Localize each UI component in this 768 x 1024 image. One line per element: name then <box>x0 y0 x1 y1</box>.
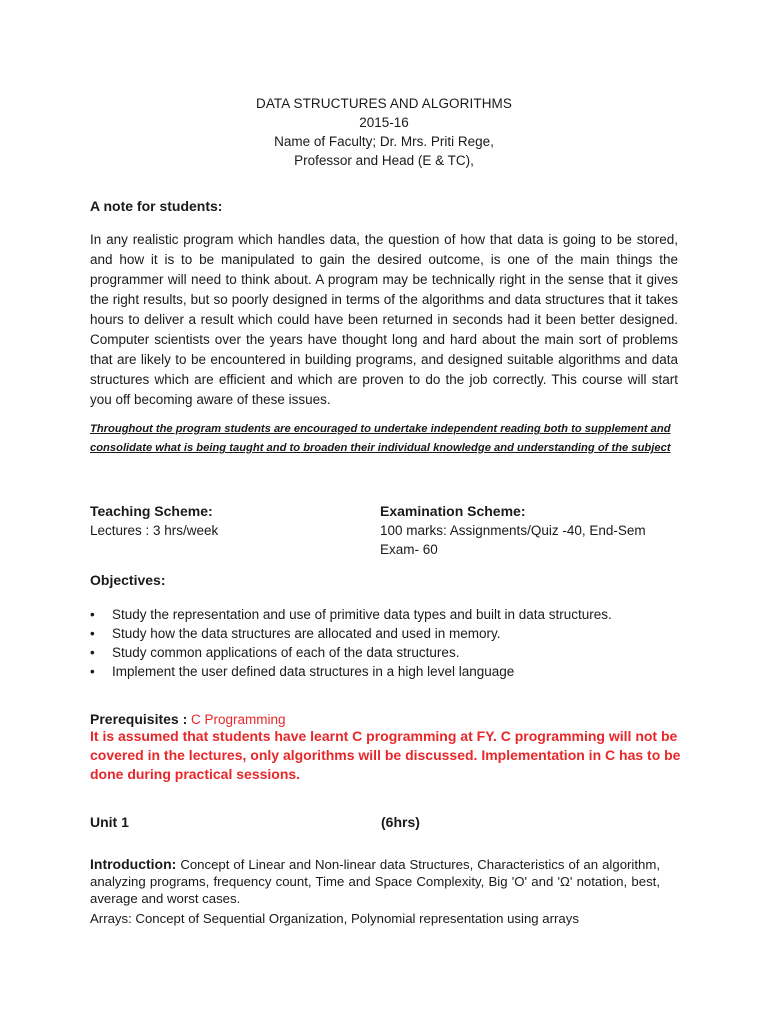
faculty-name: Name of Faculty; Dr. Mrs. Priti Rege, <box>274 134 494 149</box>
prerequisites-note: It is assumed that students have learnt C programming at FY. C programming will not be covered in the lectures, only algorithms will be discussed. Implementation in C has to be done during practical sessions. <box>90 728 681 782</box>
teaching-scheme-heading: Teaching Scheme: <box>90 503 213 519</box>
teaching-scheme-value: Lectures : 3 hrs/week <box>90 523 219 538</box>
academic-year: 2015-16 <box>359 115 409 130</box>
objective-text: Study the representation and use of primitive data types and built in data structures. <box>112 607 612 622</box>
examination-scheme-heading: Examination Scheme: <box>380 503 526 519</box>
bullet-icon: • <box>90 664 95 679</box>
document-header <box>0 94 768 170</box>
note-heading: A note for students: <box>90 198 223 214</box>
unit-label: Unit 1 <box>90 814 129 830</box>
bullet-icon: • <box>90 626 95 641</box>
objective-text: Study how the data structures are allocated and used in memory. <box>112 626 501 641</box>
objective-text: Implement the user defined data structures in a high level language <box>112 664 515 679</box>
prerequisites-heading: Prerequisites : <box>90 711 188 727</box>
introduction-text: Concept of Linear and Non-linear data Structures, Characteristics of an algorithm, analyzing programs, frequency count, Time and Space Complexity, Big 'O' and 'Ω' notation, best, average and worst cases. <box>90 857 660 906</box>
objective-text: Study common applications of each of the data structures. <box>112 645 460 660</box>
bullet-icon: • <box>90 645 95 660</box>
objectives-heading: Objectives: <box>90 572 166 588</box>
unit-arrays: Arrays: Concept of Sequential Organization, Polynomial representation using arrays <box>90 911 579 926</box>
list-item <box>90 605 690 624</box>
list-item <box>90 643 690 662</box>
examination-scheme <box>380 502 680 559</box>
bullet-icon: • <box>90 607 95 622</box>
course-title: DATA STRUCTURES AND ALGORITHMS <box>255 96 513 111</box>
reading-note: Throughout the program students are encouraged to undertake independent reading both to supplement and consolidate what is being taught and to broaden their individual knowledge and understanding of the subject <box>90 423 671 454</box>
unit-introduction <box>90 856 660 907</box>
objectives-list <box>90 605 690 681</box>
introduction-label: Introduction: <box>90 856 177 872</box>
examination-scheme-value: 100 marks: Assignments/Quiz -40, End-Sem Exam- 60 <box>380 523 646 557</box>
unit-hours: (6hrs) <box>381 814 420 830</box>
faculty-designation: Professor and Head (E & TC), <box>294 153 474 168</box>
list-item <box>90 624 690 643</box>
list-item <box>90 662 690 681</box>
prerequisites-value: C Programming <box>191 712 286 727</box>
note-body: In any realistic program which handles data, the question of how that data is going to be stored, and how it is to be manipulated to gain the desired outcome, is one of the main things the programmer will need to think about. A program may be technically right in the sense that it gives the right results, but so poorly designed in terms of the algorithms and data structures that it takes hours to deliver a result which could have been returned in seconds had it been better designed. Computer scientists over the years have thought long and hard about the main sort of problems that are likely to be encountered in building programs, and designed suitable algorithms and data structures which are efficient and which are proven to do the job correctly. This course will start you off becoming aware of these issues. <box>90 232 678 407</box>
teaching-scheme <box>90 502 350 540</box>
